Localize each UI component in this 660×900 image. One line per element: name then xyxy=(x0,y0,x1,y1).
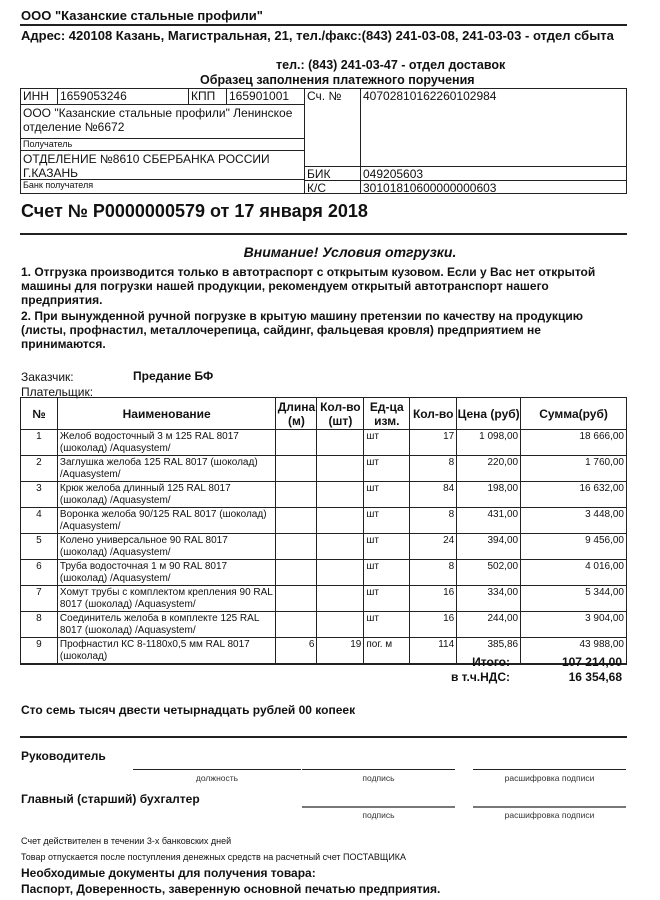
cell-sum: 4 016,00 xyxy=(521,560,627,586)
cell-qty: 84 xyxy=(410,482,457,508)
cell-qty: 16 xyxy=(410,586,457,612)
cell-qty: 8 xyxy=(410,508,457,534)
customer-value: Предание БФ xyxy=(133,369,214,383)
cell-name: Желоб водосточный 3 м 125 RAL 8017 (шоколад) /Aquasystem/ xyxy=(57,430,276,456)
cell-name: Соединитель желоба в комплекте 125 RAL 8017 (шоколад) /Aquasystem/ xyxy=(57,612,276,638)
cell-name: Колено универсальное 90 RAL 8017 (шоколад) /Aquasystem/ xyxy=(57,534,276,560)
cell-sum: 1 760,00 xyxy=(521,456,627,482)
bank-caption: Банк получателя xyxy=(21,180,305,193)
col-header-name: Наименование xyxy=(57,398,276,430)
cell-unit: шт xyxy=(364,482,410,508)
cell-sum: 3 904,00 xyxy=(521,612,627,638)
cell-num: 6 xyxy=(21,560,58,586)
items-table xyxy=(20,397,627,665)
cell-unit: шт xyxy=(364,560,410,586)
cell-unit: шт xyxy=(364,508,410,534)
director-decode-caption: расшифровка подписи xyxy=(504,773,595,783)
accountant-signature-line[interactable] xyxy=(302,806,455,808)
cell-num: 9 xyxy=(21,638,58,665)
condition-2: 2. При вынужденной ручной погрузке в крытую машину претензии по качеству на продукцию (листы, профнастил, металлочерепица, сайдинг, фальцевая кровля) предприятием не принимаются. xyxy=(21,309,583,351)
table-row xyxy=(21,586,627,612)
col-header-qty-pcs: Кол-во (шт) xyxy=(317,398,364,430)
cell-unit: шт xyxy=(364,430,410,456)
invoice-title: Счет № Р0000000579 от 17 января 2018 xyxy=(21,201,368,221)
cell-qty-pcs xyxy=(317,560,364,586)
bank-name: ОТДЕЛЕНИЕ №8610 СБЕРБАНКА РОССИИ Г.КАЗАНЬ xyxy=(21,151,305,180)
cell-name: Воронка желоба 90/125 RAL 8017 (шоколад) /Aquasystem/ xyxy=(57,508,276,534)
cell-price: 220,00 xyxy=(457,456,521,482)
cell-num: 7 xyxy=(21,586,58,612)
cell-sum: 5 344,00 xyxy=(521,586,627,612)
title-divider xyxy=(20,233,627,235)
director-signature-line[interactable] xyxy=(302,769,455,770)
cell-length xyxy=(276,482,317,508)
cell-qty-pcs xyxy=(317,430,364,456)
accountant-decode-line[interactable] xyxy=(473,806,626,808)
director-signature-caption: подпись xyxy=(362,773,395,783)
cell-length: 6 xyxy=(276,638,317,665)
cell-length xyxy=(276,456,317,482)
cell-qty: 8 xyxy=(410,456,457,482)
cell-length xyxy=(276,586,317,612)
cell-length xyxy=(276,430,317,456)
vat-value: 16 354,68 xyxy=(568,670,622,684)
total-label: Итого: xyxy=(472,655,510,669)
cell-unit: шт xyxy=(364,456,410,482)
col-header-length: Длина (м) xyxy=(277,399,316,428)
director-position-caption: должность xyxy=(195,773,239,783)
director-decode-line[interactable] xyxy=(473,769,626,770)
col-header-unit: Ед-ца изм. xyxy=(364,398,410,430)
cell-qty: 24 xyxy=(410,534,457,560)
cell-qty-pcs xyxy=(317,612,364,638)
cell-sum: 16 632,00 xyxy=(521,482,627,508)
cell-price: 244,00 xyxy=(457,612,521,638)
cell-name: Заглушка желоба 125 RAL 8017 (шоколад) /Aquasystem/ xyxy=(57,456,276,482)
delivery-phone: тел.: (843) 241-03-47 - отдел доставок xyxy=(276,58,506,72)
col-header-price: Цена (руб) xyxy=(457,398,521,430)
cell-price: 394,00 xyxy=(457,534,521,560)
company-address: Адрес: 420108 Казань, Магистральная, 21, тел./факс:(843) 241-03-08, 241-03-03 - отдел сбыта xyxy=(21,28,614,43)
cell-price: 1 098,00 xyxy=(457,430,521,456)
accountant-decode-caption: расшифровка подписи xyxy=(504,810,595,820)
cell-num: 2 xyxy=(21,456,58,482)
table-row xyxy=(21,560,627,586)
table-row xyxy=(21,612,627,638)
cell-unit: шт xyxy=(364,612,410,638)
total-value: 107 214,00 xyxy=(561,655,622,669)
required-docs-list: Паспорт, Доверенность, заверенную основной печатью предприятия. xyxy=(21,882,441,896)
ks-value: 30101810600000000603 xyxy=(363,181,497,195)
table-row xyxy=(21,456,627,482)
cell-length xyxy=(276,560,317,586)
account-label: Сч. № xyxy=(305,89,361,167)
col-header-num: № xyxy=(21,398,58,430)
cell-name: Хомут трубы с комплектом крепления 90 RAL 8017 (шоколад) /Aquasystem/ xyxy=(57,586,276,612)
cell-price: 334,00 xyxy=(457,586,521,612)
cell-qty: 17 xyxy=(410,430,457,456)
cell-qty-pcs xyxy=(317,456,364,482)
kpp-label: КПП xyxy=(189,89,227,105)
cell-num: 1 xyxy=(21,430,58,456)
col-header-qty: Кол-во xyxy=(410,398,457,430)
bik-label: БИК xyxy=(305,167,361,181)
cell-name: Труба водосточная 1 м 90 RAL 8017 (шоколад) /Aquasystem/ xyxy=(57,560,276,586)
cell-sum: 18 666,00 xyxy=(521,430,627,456)
cell-name: Профнастил КС 8-1180х0,5 мм RAL 8017 (шоколад) xyxy=(57,638,276,665)
cell-qty-pcs xyxy=(317,508,364,534)
cell-qty: 16 xyxy=(410,612,457,638)
cell-length xyxy=(276,612,317,638)
inn-label: ИНН xyxy=(21,89,58,105)
conditions-heading: Внимание! Условия отгрузки. xyxy=(243,244,457,260)
cell-qty-pcs: 19 xyxy=(317,638,364,665)
cell-qty-pcs xyxy=(317,482,364,508)
cell-length xyxy=(276,508,317,534)
cell-price: 431,00 xyxy=(457,508,521,534)
customer-label: Заказчик: xyxy=(21,370,74,384)
table-row xyxy=(21,430,627,456)
cell-sum: 43 988,00 xyxy=(521,638,627,665)
table-header-row xyxy=(21,398,627,430)
kpp-value: 165901001 xyxy=(227,89,305,105)
cell-price: 385,86 xyxy=(457,638,521,665)
director-position-line[interactable] xyxy=(133,769,301,770)
recipient-caption: Получатель xyxy=(21,139,305,151)
cell-name: Крюк желоба длинный 125 RAL 8017 (шоколад) /Aquasystem/ xyxy=(57,482,276,508)
validity-note: Счет действителен в течении 3-х банковских дней xyxy=(21,836,232,846)
cell-qty: 114 xyxy=(410,638,457,665)
company-name: ООО "Казанские стальные профили" xyxy=(21,8,263,23)
condition-1: 1. Отгрузка производится только в автотраспорт с открытым кузовом. Если у Вас нет открытой машины для погрузки нашей продукции, рекомендуем открытый автотранспорт нашего предприятия. xyxy=(21,265,596,307)
accountant-signature-caption: подпись xyxy=(362,810,395,820)
cell-num: 4 xyxy=(21,508,58,534)
header-divider xyxy=(20,24,627,26)
inn-value: 1659053246 xyxy=(58,89,189,105)
cell-unit: пог. м xyxy=(364,638,410,665)
release-note: Товар отпускается после поступления денежных средств на расчетный счет ПОСТАВЩИКА xyxy=(21,852,407,862)
words-divider xyxy=(20,736,627,738)
total-in-words: Сто семь тысяч двести четырнадцать рублей 00 копеек xyxy=(21,703,356,717)
table-row xyxy=(21,508,627,534)
account-value: 40702810162260102984 xyxy=(361,89,626,167)
cell-qty-pcs xyxy=(317,586,364,612)
bank-details-table xyxy=(20,88,627,194)
required-docs-heading: Необходимые документы для получения товара: xyxy=(21,866,316,880)
cell-sum: 3 448,00 xyxy=(521,508,627,534)
accountant-label: Главный (старший) бухгалтер xyxy=(21,792,200,806)
ks-label: К/С xyxy=(305,181,361,193)
vat-label: в т.ч.НДС: xyxy=(450,670,510,684)
cell-price: 198,00 xyxy=(457,482,521,508)
cell-num: 5 xyxy=(21,534,58,560)
cell-length xyxy=(276,534,317,560)
cell-num: 8 xyxy=(21,612,58,638)
payer-label: Плательщик: xyxy=(21,385,94,399)
cell-price: 502,00 xyxy=(457,560,521,586)
cell-qty-pcs xyxy=(317,534,364,560)
cell-sum: 9 456,00 xyxy=(521,534,627,560)
cell-qty: 8 xyxy=(410,560,457,586)
director-label: Руководитель xyxy=(21,749,106,763)
payment-sample-title: Образец заполнения платежного поручения xyxy=(200,73,475,87)
table-row xyxy=(21,534,627,560)
col-header-sum: Сумма(руб) xyxy=(521,398,627,430)
recipient-name: ООО "Казанские стальные профили" Ленинское отделение №6672 xyxy=(21,105,305,139)
table-row xyxy=(21,482,627,508)
bik-value: 049205603 xyxy=(361,167,626,181)
cell-num: 3 xyxy=(21,482,58,508)
cell-unit: шт xyxy=(364,586,410,612)
cell-unit: шт xyxy=(364,534,410,560)
